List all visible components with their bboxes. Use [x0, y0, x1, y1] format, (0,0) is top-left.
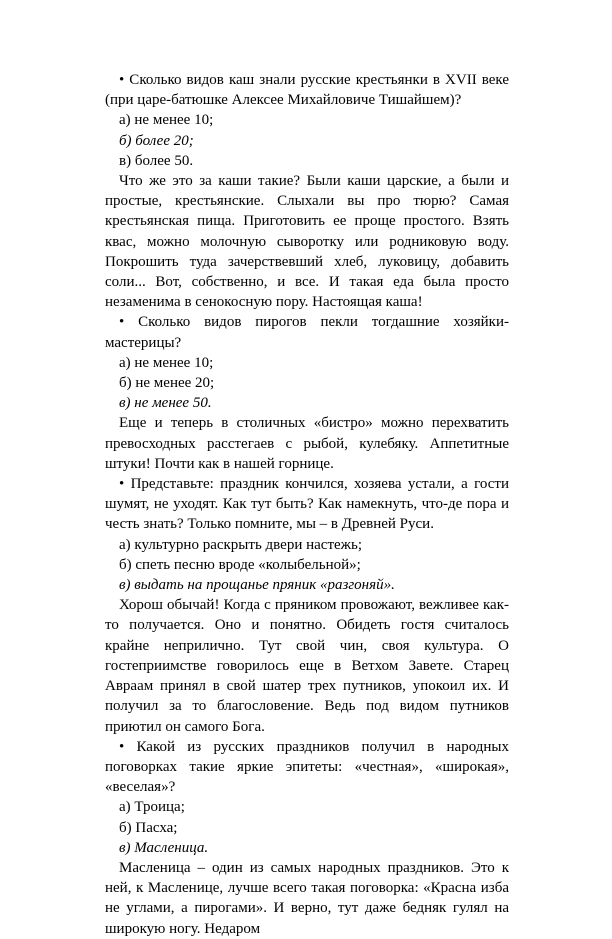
body-paragraph: Еще и теперь в столичных «бистро» можно перехватить превосходных расстегаев с рыбой, кулебяку. Аппетитные штуки! Почти как в нашей горнице. — [105, 415, 509, 472]
answer-option: а) не менее 10; — [119, 112, 214, 129]
answer-option: в) более 50. — [119, 152, 194, 169]
body-paragraph: Масленица – один из самых народных праздников. Это к ней, к Масленице, лучше всего такая поговорка: «Красна изба не углами, а пирогами». И верно, тут даже бедняк гулял на широкую ногу. Недаром — [105, 859, 509, 937]
document-page — [105, 70, 509, 939]
question-3: • Представьте: праздник кончился, хозяева устали, а гости шумят, не уходят. Как тут быть? Как намекнуть, что-де пора и честь знать? Только помните, мы – в Древней Руси. — [105, 476, 509, 533]
answer-option: б) спеть песню вроде «колыбельной»; — [119, 556, 361, 573]
answer-option: а) Троица; — [119, 799, 185, 816]
answer-option: б) не менее 20; — [119, 375, 215, 392]
answer-option-correct: б) более 20; — [119, 132, 194, 149]
body-paragraph: Что же это за каши такие? Были каши царские, а были и простые, крестьянские. Слыхали вы про тюрю? Самая крестьянская пища. Приготовить ее проще простого. Взять квас, можно молочную сыворотку или родниковую воду. Покрошить туда зачерствевший хлеб, луковицу, добавить соли... Вот, собственно, и все. И такая еда была просто незаменима в сенокосную пору. Настоящая каша! — [105, 173, 509, 311]
answer-option: б) Пасха; — [119, 819, 178, 836]
answer-option-correct: в) не менее 50. — [119, 395, 212, 412]
answer-option: а) не менее 10; — [119, 354, 214, 371]
question-2: • Сколько видов пирогов пекли тогдашние хозяйки-мастерицы? — [105, 314, 509, 351]
body-paragraph: Хорош обычай! Когда с пряником провожают, вежливее как-то получается. Оно и понятно. Обидеть гостя считалось крайне неприлично. Тут свой чин, своя культура. О гостеприимстве говорилось еще в Ветхом Завете. Старец Авраам принял в свой шатер трех путников, упокоил их. И получил за то благословение. Ведь под видом путников приютил он самого Бога. — [105, 597, 509, 735]
question-1: • Сколько видов каш знали русские крестьянки в XVII веке (при царе-батюшке Алексее Михайловиче Тишайшем)? — [105, 72, 509, 109]
question-4: • Какой из русских праздников получил в народных поговорках такие яркие эпитеты: «честная», «широкая», «веселая»? — [105, 738, 509, 796]
answer-option: а) культурно раскрыть двери настежь; — [119, 536, 363, 553]
answer-option-correct: в) выдать на прощанье пряник «разгоняй». — [119, 577, 395, 594]
answer-option-correct: в) Масленица. — [119, 839, 209, 856]
